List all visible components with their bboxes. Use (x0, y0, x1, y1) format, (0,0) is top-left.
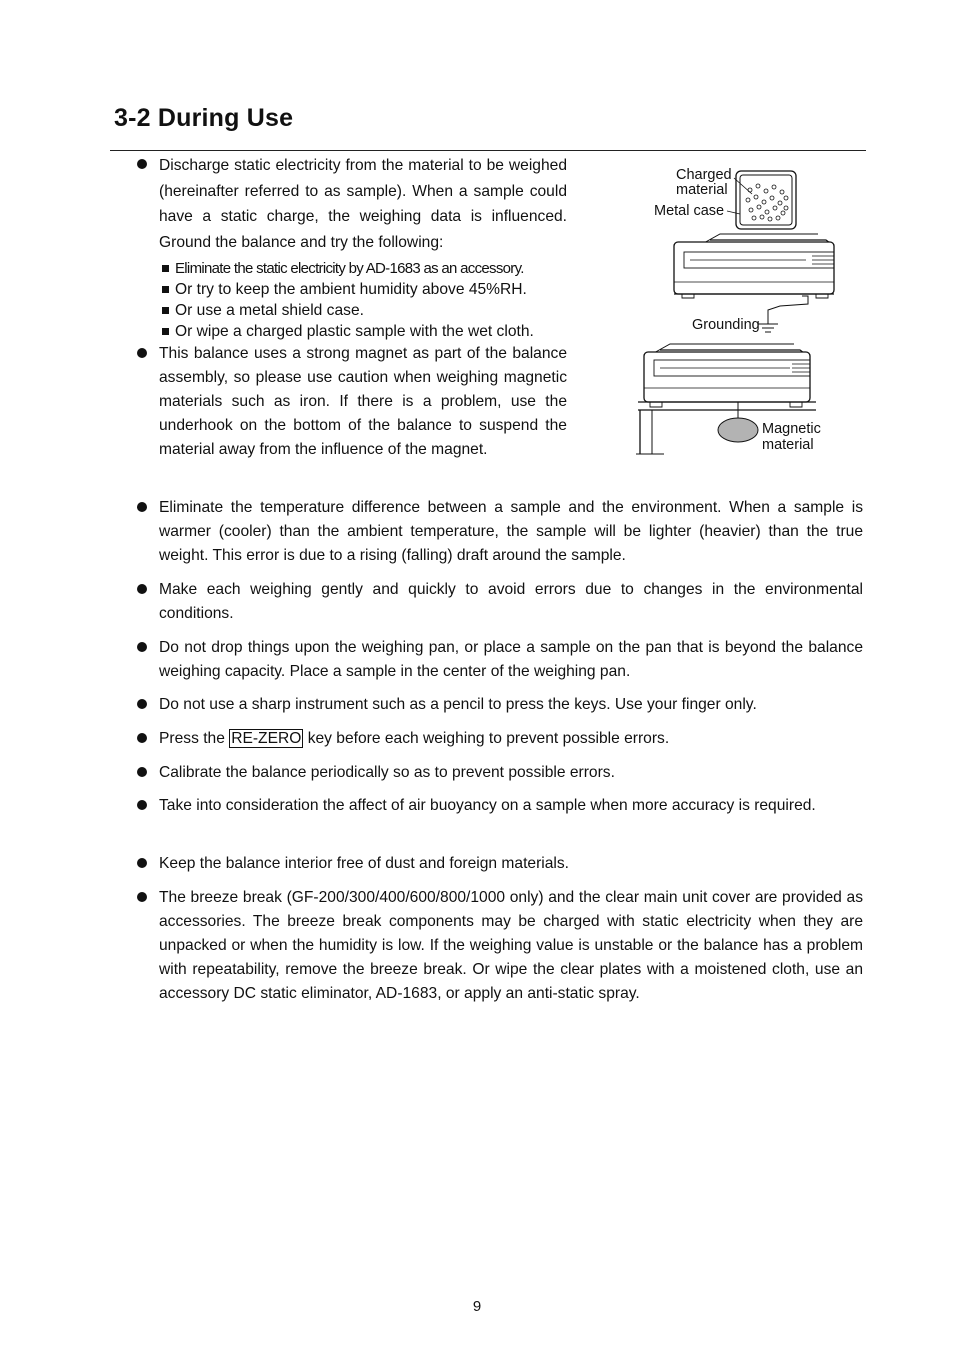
sub-item-shield-case: Or use a metal shield case. (159, 300, 567, 321)
ground-wire (758, 296, 808, 332)
rezero-key: RE-ZERO (231, 730, 302, 747)
bullet-buoyancy (159, 794, 863, 818)
static-sub-list (159, 258, 567, 342)
grounding-label: Grounding (692, 317, 760, 333)
interior-text: Keep the balance interior free of dust and foreign materials. (159, 855, 570, 872)
magnetic-label-2: material (762, 437, 814, 453)
breeze-text: The breeze break (GF-200/300/400/600/800/1000 only) and the clear main unit cover are provided as accessories. The breeze break components may be charged with static electricity when they are unpacked or when the humidity is low. If the weighing value is unstable or the balance has a problem with repeatability, remove the breeze break. Or wipe the clear plates with a moistened cloth, use an accessory DC static eliminator, AD-1683, or apply an anti-static spray. (159, 889, 863, 1002)
charged-label-1: Charged (676, 167, 732, 183)
balance-figure (630, 160, 845, 460)
buoyancy-text: Take into consideration the affect of air buoyancy on a sample when more accuracy is required. (159, 797, 816, 814)
rezero-text-before: Press the (159, 730, 230, 747)
rezero-text-after: key before each weighing to prevent possible errors. (303, 730, 670, 747)
drop-text: Do not drop things upon the weighing pan, or place a sample on the pan that is beyond the balance weighing capacity. Place a sample in the center of the weighing pan. (159, 639, 863, 680)
gently-text: Make each weighing gently and quickly to avoid errors due to changes in the environmental conditions. (159, 581, 863, 622)
sub-item-humidity: Or try to keep the ambient humidity above 45%RH. (159, 279, 567, 300)
metal-case-illustration (727, 171, 796, 229)
calibrate-text: Calibrate the balance periodically so as to prevent possible errors. (159, 764, 615, 781)
bullet-interior (159, 852, 863, 876)
bullet-gently (159, 578, 863, 626)
sub-item-wet-cloth: Or wipe a charged plastic sample with the wet cloth. (159, 321, 567, 342)
charged-label-2: material (676, 182, 728, 198)
bullet-temperature (159, 496, 863, 568)
bullet-drop (159, 636, 863, 684)
bullet-magnet (159, 342, 567, 462)
static-text: Discharge static electricity from the material to be weighed (hereinafter referred to as sample). When a sample could have a static charge, the weighing data is influenced. Ground the balance and try the following: (159, 157, 567, 251)
page-number: 9 (472, 1298, 482, 1315)
bullet-breeze-break (159, 886, 863, 1006)
sharp-text: Do not use a sharp instrument such as a pencil to press the keys. Use your finger only. (159, 696, 757, 713)
magnetic-label-1: Magnetic (762, 421, 821, 437)
title-divider (110, 150, 866, 151)
magnetic-material-shape (718, 418, 758, 442)
upper-balance-illustration (674, 234, 834, 298)
page-title: 3-2 During Use (114, 104, 294, 132)
metal-case-label: Metal case (654, 203, 725, 219)
bullet-sharp-instrument (159, 693, 863, 717)
bullet-rezero (159, 727, 863, 751)
bullet-calibrate (159, 761, 863, 785)
bullet-static-electricity (159, 153, 567, 342)
temperature-text: Eliminate the temperature difference between a sample and the environment. When a sample is warmer (cooler) than the ambient temperature, the sample will be lighter (heavier) than the true weight. This error is due to a rising (falling) draft around the sample. (159, 499, 863, 564)
sub-item-ad1683: Eliminate the static electricity by AD-1683 as an accessory. (159, 258, 567, 279)
magnet-text: This balance uses a strong magnet as part of the balance assembly, so please use caution when weighing magnetic materials such as iron. If there is a problem, use the underhook on the bottom of the balance to suspend the material away from the influence of the magnet. (159, 345, 567, 458)
